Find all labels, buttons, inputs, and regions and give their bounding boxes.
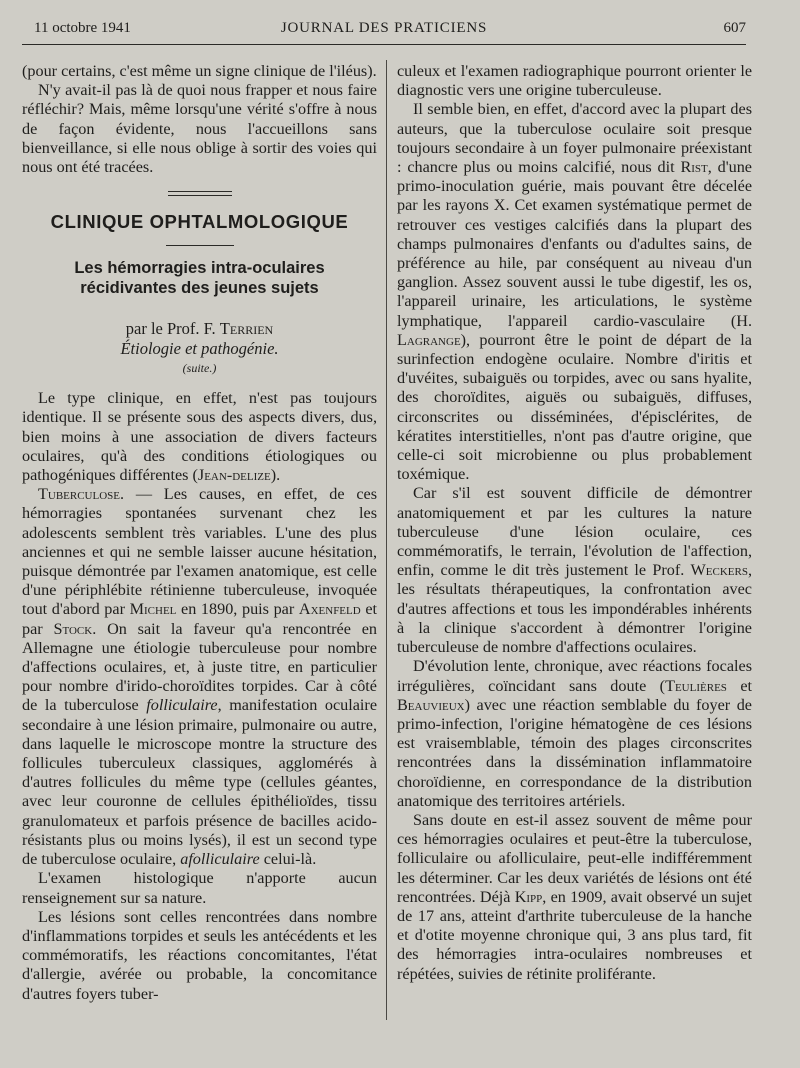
paragraph: L'examen histologique n'apporte aucun renseignement sur sa nature. [22, 869, 377, 907]
text: Il semble bien, en effet, d'accord avec la plupart des auteurs, que la tuberculose oculaire soit presque toujours secondaire à un foyer pulmonaire préexistant : chancre plus ou moins calcifié, nous dit [397, 100, 752, 177]
right-column [397, 62, 752, 984]
text: en 1890, puis par [176, 600, 299, 619]
italic-term: afolliculaire [180, 850, 260, 869]
author-citation: Weckers [690, 561, 748, 580]
left-column [22, 62, 377, 1004]
text: , manifestation oculaire secondaire à une lésion primaire, pulmonaire ou autre, dans laquelle le microscope montre la structure des follicules tuberculeux classiques, agglomérés à d'autres follicules du même type (cellules géantes, avec leur couronne de cellules épithélioïdes, tissu granulomateux et parfois présence de bacilles acido-résistants plus ou moins lysés), il est un second type de tuberculose oculaire, [22, 696, 378, 869]
paragraph: (pour certains, c'est même un signe clinique de l'iléus). [22, 62, 377, 80]
article-title-line: récidivantes des jeunes sujets [80, 279, 319, 298]
section-title: CLINIQUE OPHTALMOLOGIQUE [50, 211, 349, 233]
page-number: 607 [723, 20, 746, 36]
continuation-note: (suite.) [182, 361, 217, 376]
author-citation: Michel [129, 600, 177, 619]
byline-prefix: par le Prof. F. [125, 319, 216, 339]
paragraph [22, 389, 377, 485]
author-citation: Kipp [514, 887, 543, 906]
author-citation: Beauvieux [397, 695, 465, 714]
text: ). [270, 466, 281, 485]
text: , en 1909, avait observé un sujet de 17 ans, atteint d'arthrite tuberculeuse de la hanche et d'otite moyenne chronique qui, 3 ans plus tard, fit des hémorragies intra-oculaires nombreuses et répétées, suivies de rétinite proliférante. [397, 887, 753, 983]
paragraph: culeux et l'examen radiographique pourront orienter le diagnostic vers une origine tuberculeuse. [397, 62, 752, 100]
journal-title: JOURNAL DES PRATICIENS [280, 20, 488, 36]
text: , d'une primo-inoculation guérie, mais pouvant être décelée par les rayons X. Cet examen systématique permet de retrouver ces vestiges calcifiés dans la plupart des champs pulmonaires d'enfants ou d'adultes sains, de préférence au hile, par conséquent au niveau d'un ganglion. Assez souvent aussi le tube digestif, les os, l'appareil urinaire, les articulations, le système lymphatique, l'appareil cardio-vasculaire (H. [397, 158, 752, 330]
article-title-line: Les hémorragies intra-oculaires [74, 259, 325, 278]
paragraph: N'y avait-il pas là de quoi nous frapper et nous faire réfléchir? Mais, même lorsqu'une vérité s'offre à nous de façon évidente, nous l'accueillons sans bienveillance, si elle nous oblige à sortir des voies qui nous ont été tracées. [22, 81, 377, 177]
text: ), pourront être le point de départ de la surinfection endogène oculaire. Nombre d'iritis et d'uvéites, subaiguës ou torpides, avec ou sans hyalite, des choroïdites, aiguës ou subaiguës, diffuses, circonscrites ou disséminées, d'épisclérites, de kératites interstitielles, n'ont pas d'autre origine, que celle-ci soit microbienne ou plus probablement toxémique. [397, 330, 752, 484]
author-citation: Lagrange [397, 330, 461, 349]
paragraph [22, 485, 377, 869]
author-name: Terrien [219, 319, 274, 339]
paragraph [397, 811, 752, 984]
text: — Les causes, en effet, de ces hémorragies spontanées survenant chez les adolescents semblent très variables. L'une des plus anciennes et qui ne semble laisser aucune hésitation, puisque démontrée par l'examen anatomique, est celle d'une périphlébite rétinienne tuberculeuse, invoquée tout d'abord par [22, 485, 377, 619]
text: celui-là. [259, 850, 317, 869]
text: D'évolution lente, chronique, avec réactions focales irrégulières, coïncidant sans doute ( [397, 657, 752, 695]
text: Le type clinique, en effet, n'est pas toujours identique. Il se présente sous des aspects divers, dus, bien moins à une association de divers facteurs oculaires, qu'à des conditions étiologiques ou pathogéniques différentes ( [22, 389, 377, 485]
text: , les résultats thérapeutiques, la confrontation avec d'autres affections et tous les impondérables inhérents à la clinique s'accordent à démontrer l'origine tuberculeuse de nombre d'affections oculaires. [397, 561, 752, 657]
article-subtitle: Étiologie et pathogénie. [120, 339, 279, 359]
author-citation: Teulières [665, 676, 727, 695]
text: et par [22, 600, 378, 638]
column-divider [386, 60, 387, 1020]
header-date: 11 octobre 1941 [34, 20, 131, 36]
author-citation: Jean-delize [197, 466, 271, 485]
text: . On sait la faveur qu'a rencontrée en Allemagne une étiologie tuberculeuse pour nombre d'affections oculaires, et, à juste titre, en particulier pour nombre d'irido-choroïdites torpides. Car à côté de la tuberculose [22, 619, 377, 715]
text: Car s'il est souvent difficile de démontrer anatomiquement et par les cultures la nature tuberculeuse d'une lésion oculaire, ces commémoratifs, le terrain, l'évolution de l'affection, enfin, comme le dit très justement le Prof. [397, 484, 752, 580]
title-separator [166, 245, 234, 246]
byline [22, 319, 377, 339]
italic-term: folliculaire [146, 696, 218, 715]
section-separator [168, 191, 232, 196]
paragraph-lead: Tuberculose. [38, 485, 125, 504]
paragraph [397, 100, 752, 484]
author-citation: Rist [680, 158, 708, 177]
text: ) avec une réaction semblable du foyer de primo-infection, l'origine hématogène de ces lésions est vraisemblable, témoin des plages circonscrites rencontrées dans la dissémination inflammatoire choroïdienne, en correspondance de la distribution anatomique des territoires artériels. [397, 695, 752, 810]
header-rule [22, 44, 746, 45]
paragraph: Les lésions sont celles rencontrées dans nombre d'inflammations torpides et seuls les antécédents et les commémoratifs, les réactions concomitantes, l'état d'allergie, avérée ou probable, la concomitance d'autres foyers tuber- [22, 907, 377, 1003]
author-citation: Axenfeld [298, 600, 361, 619]
paragraph [397, 484, 752, 657]
text: et [726, 676, 753, 695]
running-header [22, 12, 746, 44]
paragraph [397, 657, 752, 811]
article-title [22, 258, 377, 298]
author-citation: Stock [53, 619, 93, 638]
text: Sans doute en est-il assez souvent de même pour ces hémorragies oculaires et peut-être la tuberculose, folliculaire ou afolliculaire, peut-elle indifféremment les déterminer. Car les deux variétés de lésions ont été rencontrées. Déjà [397, 810, 752, 906]
